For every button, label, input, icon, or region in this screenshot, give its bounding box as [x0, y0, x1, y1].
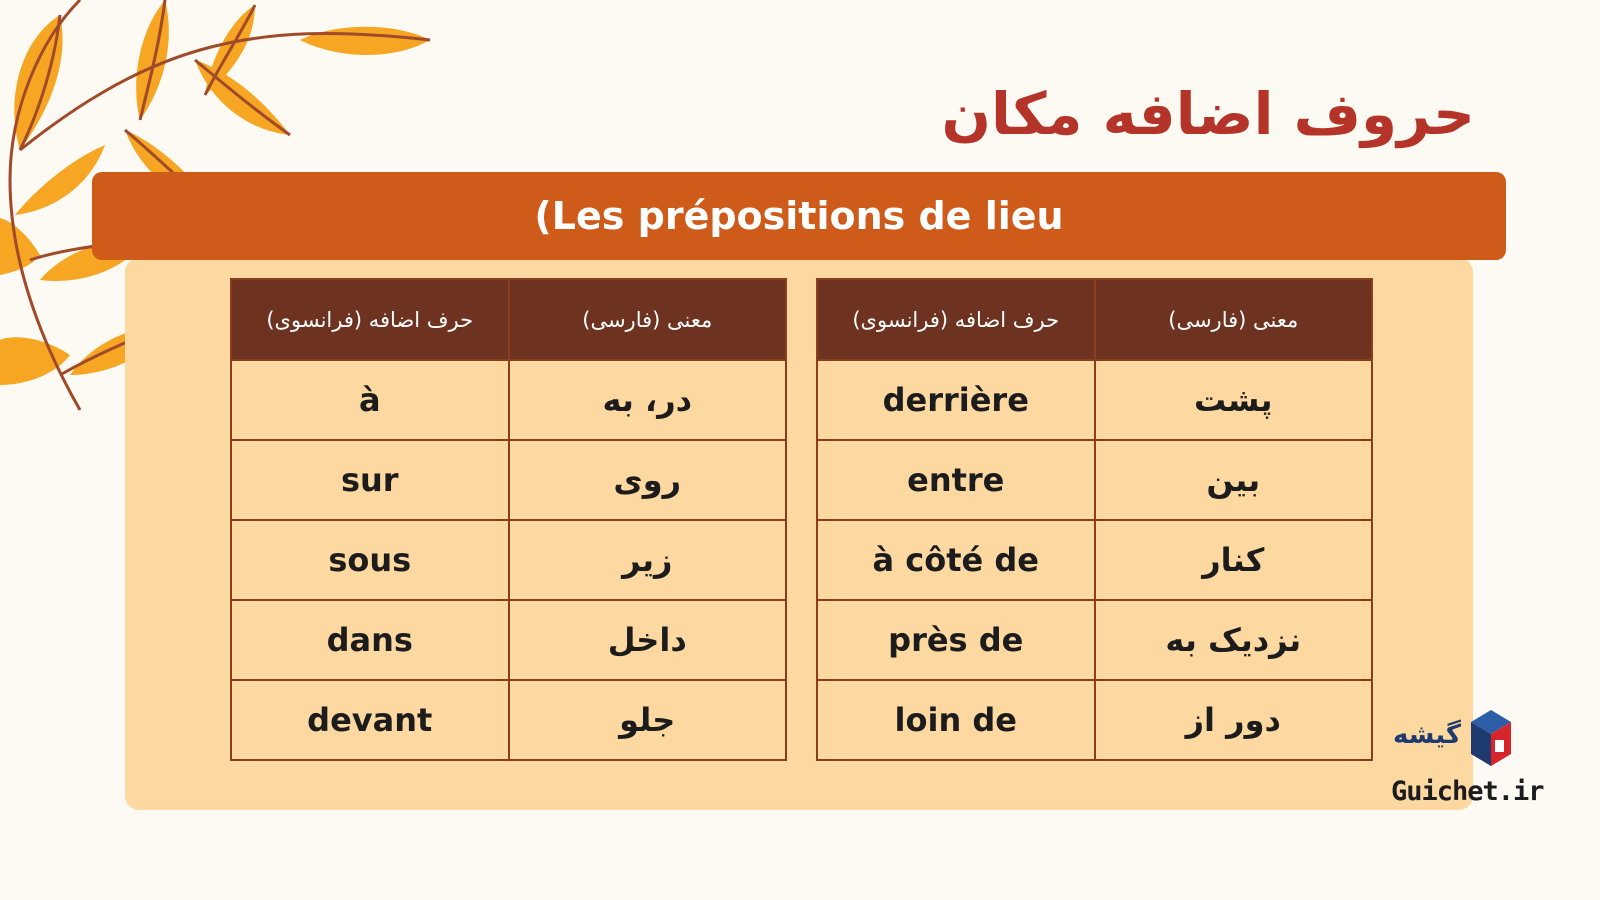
guichet-logo [1391, 710, 1544, 820]
french-cell: sur [231, 440, 509, 520]
table-header-row [231, 279, 786, 360]
persian-cell: جلو [509, 680, 787, 760]
prepositions-table-right [816, 278, 1373, 761]
persian-cell: پشت [1095, 360, 1373, 440]
persian-cell: روی [509, 440, 787, 520]
french-cell: à [231, 360, 509, 440]
persian-cell: بین [1095, 440, 1373, 520]
persian-cell: نزدیک به [1095, 600, 1373, 680]
table-row [817, 520, 1372, 600]
table-row [231, 520, 786, 600]
persian-cell: در، به [509, 360, 787, 440]
persian-cell: زیر [509, 520, 787, 600]
logo-name: گیشه [1393, 720, 1461, 750]
table-header-row [817, 279, 1372, 360]
logo-url: Guichet.ir [1391, 776, 1544, 807]
header-french: حرف اضافه (فرانسوی) [817, 279, 1095, 360]
persian-cell: کنار [1095, 520, 1373, 600]
table-row [231, 440, 786, 520]
table-row [817, 600, 1372, 680]
french-cell: loin de [817, 680, 1095, 760]
persian-cell: داخل [509, 600, 787, 680]
house-icon [1471, 710, 1511, 766]
french-cell: près de [817, 600, 1095, 680]
french-cell: dans [231, 600, 509, 680]
table-row [817, 680, 1372, 760]
french-cell: sous [231, 520, 509, 600]
table-row [817, 360, 1372, 440]
table-row [231, 360, 786, 440]
table-row [817, 440, 1372, 520]
subtitle-banner [92, 172, 1506, 260]
french-cell: à côté de [817, 520, 1095, 600]
header-french: حرف اضافه (فرانسوی) [231, 279, 509, 360]
header-persian: معنی (فارسی) [509, 279, 787, 360]
persian-cell: دور از [1095, 680, 1373, 760]
french-cell: devant [231, 680, 509, 760]
table-row [231, 600, 786, 680]
page-title: حروف اضافه مکان [941, 80, 1475, 148]
header-persian: معنی (فارسی) [1095, 279, 1373, 360]
subtitle: (Les prépositions de lieu [534, 194, 1064, 238]
prepositions-table-left [230, 278, 787, 761]
french-cell: entre [817, 440, 1095, 520]
french-cell: derrière [817, 360, 1095, 440]
table-row [231, 680, 786, 760]
